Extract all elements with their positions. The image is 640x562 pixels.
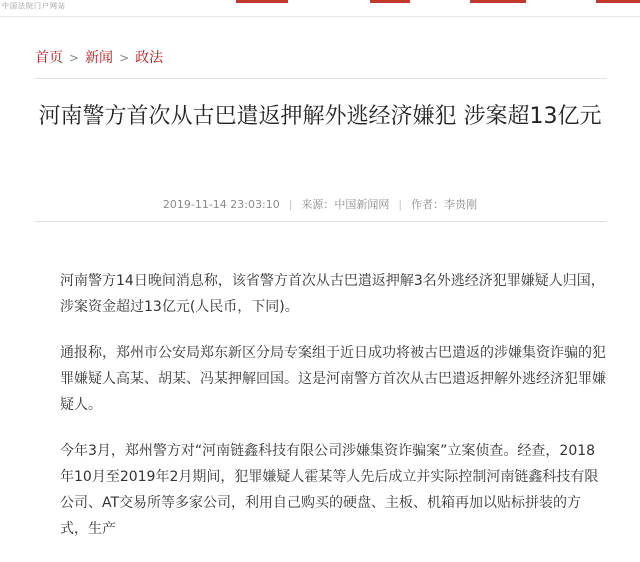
breadcrumb-news-link[interactable]: 新闻 (85, 50, 114, 66)
breadcrumb-separator: > (69, 51, 80, 65)
meta-divider (35, 221, 607, 222)
article-meta (0, 196, 640, 212)
article-title: 河南警方首次从古巴遣返押解外逃经济嫌犯 涉案超13亿元 (38, 104, 602, 129)
header-nav-strip (370, 0, 410, 3)
breadcrumb-politics-link[interactable]: 政法 (135, 50, 164, 66)
article-paragraph: 今年3月，郑州警方对“河南链鑫科技有限公司涉嫌集资诈骗案”立案侦查。经查，2018年10月至2019年2月期间，犯罪嫌疑人霍某等人先后成立并实际控制河南链鑫科技有限公司、AT交易所等多家公司，利用自己购买的硬盘、主板、机箱再加以贴标拼装的方式，生产 (60, 443, 599, 537)
article-date: 2019-11-14 23:03:10 (162, 198, 280, 211)
breadcrumb-separator: > (119, 51, 130, 65)
header-nav-strip (236, 0, 288, 3)
article-paragraph: 河南警方14日晚间消息称，该省警方首次从古巴遣返押解3名外逃经济犯罪嫌疑人归国，涉案资金超过13亿元(人民币，下同)。 (60, 273, 605, 315)
breadcrumb-home-link[interactable]: 首页 (35, 50, 63, 66)
article-body (60, 268, 608, 562)
article-source: 来源：中国新闻网 (301, 198, 390, 211)
header-nav-strip (470, 0, 526, 3)
breadcrumb (35, 47, 163, 67)
meta-separator: | (398, 198, 403, 211)
article-author: 作者：李贵刚 (411, 198, 478, 211)
header-nav-strip (596, 0, 640, 3)
site-subtitle: 中国法院门户网站 (2, 2, 66, 10)
breadcrumb-divider (35, 78, 607, 79)
article-paragraph: 通报称，郑州市公安局郑东新区分局专案组于近日成功将被古巴遣返的涉嫌集资诈骗的犯罪嫌疑人高某、胡某、冯某押解回国。这是河南警方首次从古巴遣返押解外逃经济犯罪嫌疑人。 (60, 345, 606, 413)
meta-separator: | (288, 198, 293, 211)
site-header (0, 0, 640, 17)
